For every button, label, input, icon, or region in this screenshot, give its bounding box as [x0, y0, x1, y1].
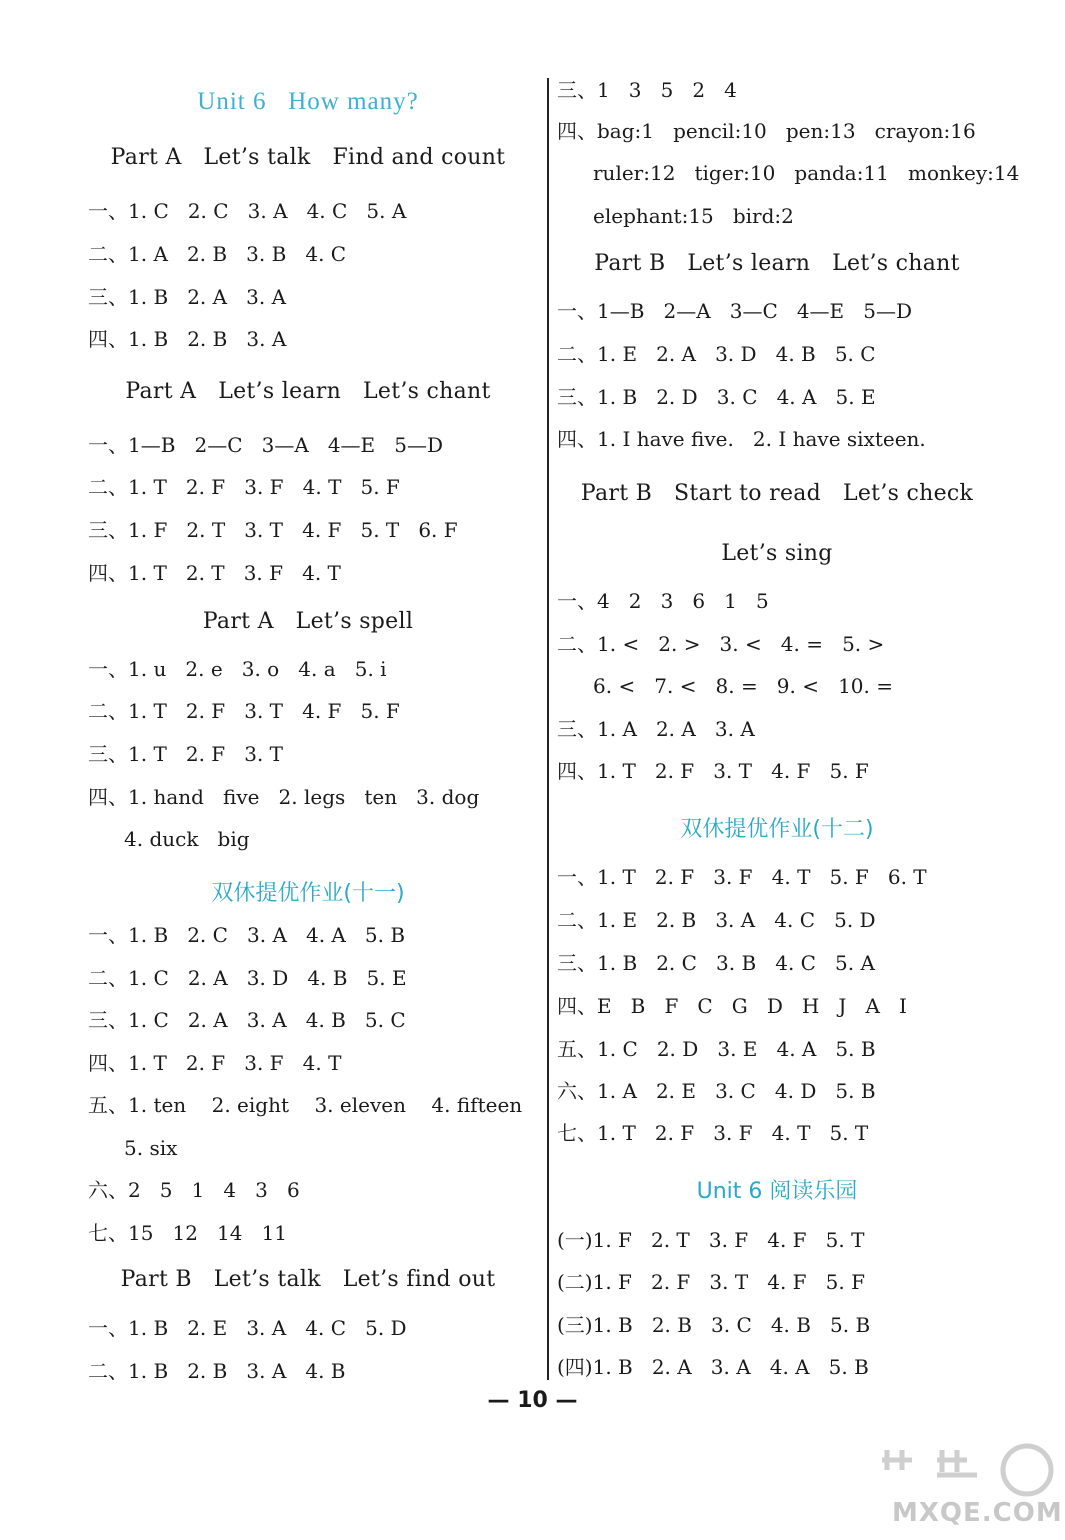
answer-line: 五、1. ten 2. eight 3. eleven 4. fifteen — [88, 1093, 523, 1117]
answer-line: 三、1. F 2. T 3. T 4. F 5. T 6. F — [88, 518, 458, 542]
answer-line: (一)1. F 2. T 3. F 4. F 5. T — [557, 1228, 865, 1252]
answer-line: 四、1. hand five 2. legs ten 3. dog — [88, 785, 480, 809]
answer-line-continuation: 6. < 7. < 8. = 9. < 10. = — [593, 674, 893, 698]
answer-line: 七、1. T 2. F 3. F 4. T 5. T — [557, 1121, 869, 1145]
answer-line: 四、1. T 2. T 3. F 4. T — [88, 561, 341, 585]
section-heading: Part A Let’s talk Find and count — [110, 145, 506, 170]
section-heading-colored: 双休提优作业(十一) — [211, 881, 405, 906]
answer-line: 一、1. B 2. C 3. A 4. A 5. B — [88, 923, 406, 947]
answer-line-continuation: elephant:15 bird:2 — [593, 204, 794, 228]
watermark-site-text: MXQE.COM — [892, 1498, 1063, 1528]
answer-line: 一、1—B 2—C 3—A 4—E 5—D — [88, 433, 443, 457]
answer-line: 一、1. T 2. F 3. F 4. T 5. F 6. T — [557, 865, 927, 889]
answer-line: 二、1. A 2. B 3. B 4. C — [88, 242, 347, 266]
page-number: — 10 — — [487, 1388, 578, 1413]
answer-line: 一、1. C 2. C 3. A 4. C 5. A — [88, 199, 407, 223]
answer-line: (三)1. B 2. B 3. C 4. B 5. B — [557, 1313, 871, 1337]
unit-title: Unit 6 How many? — [197, 88, 419, 115]
answer-line: 二、1. C 2. A 3. D 4. B 5. E — [88, 966, 407, 990]
answer-line: 二、1. E 2. A 3. D 4. B 5. C — [557, 342, 876, 366]
answer-line: 二、1. < 2. > 3. < 4. = 5. > — [557, 632, 885, 656]
answer-line: 四、1. T 2. F 3. T 4. F 5. F — [557, 759, 869, 783]
section-heading-colored: 双休提优作业(十二) — [680, 817, 874, 842]
answer-line: (四)1. B 2. A 3. A 4. A 5. B — [557, 1355, 869, 1379]
answer-line: 二、1. B 2. B 3. A 4. B — [88, 1359, 346, 1383]
section-heading-colored: Unit 6 阅读乐园 — [696, 1179, 858, 1204]
answer-line: 一、4 2 3 6 1 5 — [557, 589, 769, 613]
answer-line: 三、1. B 2. C 3. B 4. C 5. A — [557, 951, 875, 975]
answer-line: 四、E B F C G D H J A I — [557, 994, 907, 1018]
watermark-logo — [842, 1440, 1062, 1536]
answer-line: 二、1. T 2. F 3. T 4. F 5. F — [88, 699, 400, 723]
answer-line: 五、1. C 2. D 3. E 4. A 5. B — [557, 1037, 876, 1061]
answer-line: 四、bag:1 pencil:10 pen:13 crayon:16 — [557, 119, 976, 143]
answer-line: 四、1. B 2. B 3. A — [88, 327, 287, 351]
answer-line: 一、1. B 2. E 3. A 4. C 5. D — [88, 1316, 407, 1340]
answer-line: 四、1. I have five. 2. I have sixteen. — [557, 427, 926, 451]
answer-line: 七、15 12 14 11 — [88, 1221, 288, 1245]
answer-line: 六、1. A 2. E 3. C 4. D 5. B — [557, 1079, 876, 1103]
answer-line: 四、1. T 2. F 3. F 4. T — [88, 1051, 342, 1075]
answer-line: 六、2 5 1 4 3 6 — [88, 1178, 300, 1202]
answer-line: 二、1. E 2. B 3. A 4. C 5. D — [557, 908, 876, 932]
answer-line: 三、1. C 2. A 3. A 4. B 5. C — [88, 1008, 406, 1032]
section-heading: Part A Let’s learn Let’s chant — [125, 379, 491, 404]
answer-line: 三、1. B 2. D 3. C 4. A 5. E — [557, 385, 876, 409]
section-heading: Part A Let’s spell — [202, 609, 414, 634]
section-heading: Part B Let’s talk Let’s find out — [120, 1267, 496, 1292]
answer-line-continuation: 4. duck big — [124, 827, 250, 851]
section-heading: Let’s sing — [721, 541, 833, 566]
answer-line-continuation: 5. six — [124, 1136, 178, 1160]
column-divider — [547, 78, 549, 1380]
answer-line: 三、1 3 5 2 4 — [557, 78, 737, 102]
answer-line: 三、1. B 2. A 3. A — [88, 285, 287, 309]
section-heading: Part B Start to read Let’s check — [580, 481, 974, 506]
answer-line: 二、1. T 2. F 3. F 4. T 5. F — [88, 475, 400, 499]
answer-line-continuation: ruler:12 tiger:10 panda:11 monkey:14 — [593, 161, 1020, 185]
answer-line: 一、1. u 2. e 3. o 4. a 5. i — [88, 657, 387, 681]
answer-line: (二)1. F 2. F 3. T 4. F 5. F — [557, 1270, 865, 1294]
answer-line: 三、1. T 2. F 3. T — [88, 742, 284, 766]
answer-line: 一、1—B 2—A 3—C 4—E 5—D — [557, 299, 912, 323]
section-heading: Part B Let’s learn Let’s chant — [594, 251, 960, 276]
answer-line: 三、1. A 2. A 3. A — [557, 717, 755, 741]
